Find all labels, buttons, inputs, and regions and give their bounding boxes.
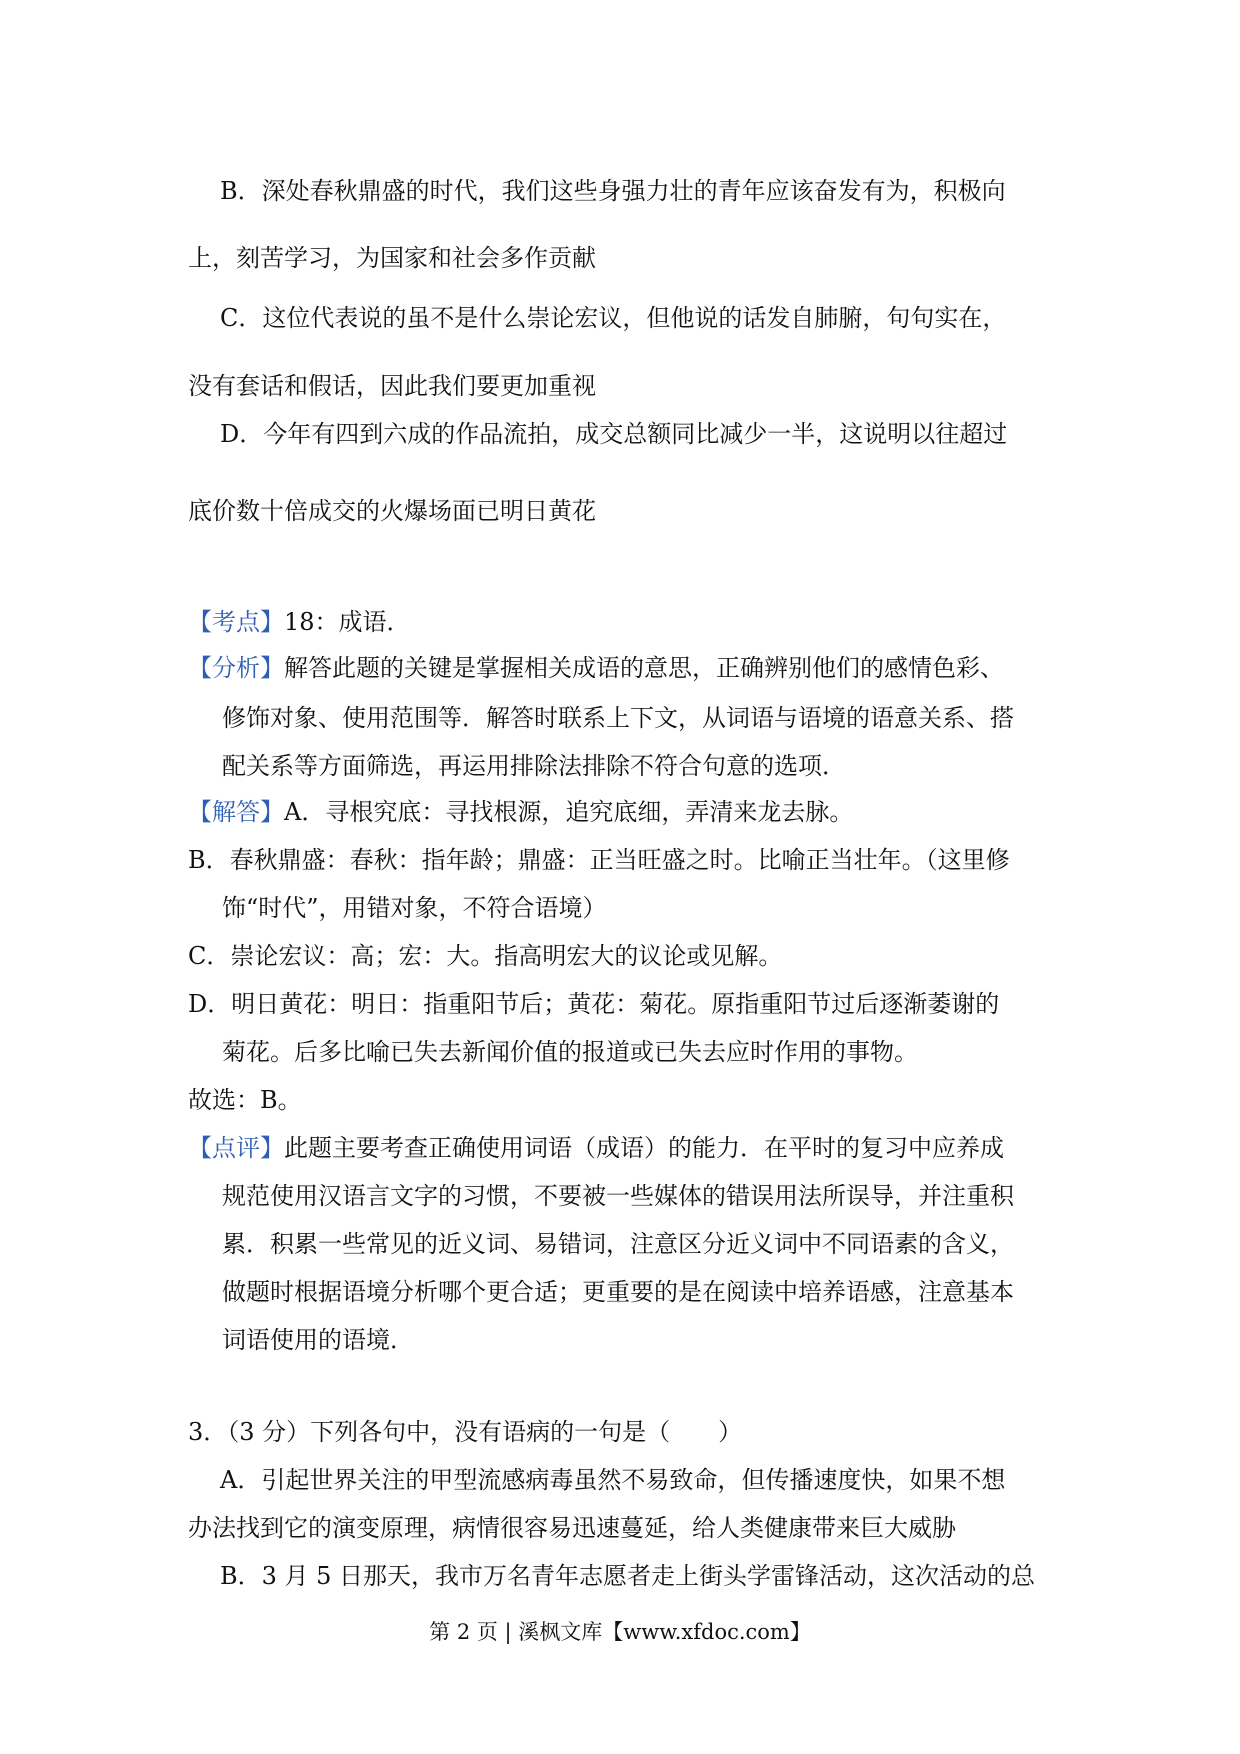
jieda-line-d2: 菊花。后多比喻已失去新闻价值的报道或已失去应时作用的事物。 (222, 1038, 918, 1066)
option-d-line-2: 底价数十倍成交的火爆场面已明日黄花 (188, 497, 596, 525)
question-3-option-b-line-1: B．3 月 5 日那天，我市万名青年志愿者走上街头学雷锋活动，这次活动的总 (220, 1562, 1036, 1590)
jieda-line-d1: D．明日黄花：明日：指重阳节后；黄花：菊花。原指重阳节过后逐渐萎谢的 (188, 990, 1000, 1018)
fenxi-line-1 (188, 652, 1004, 684)
fenxi-line-3: 配关系等方面筛选，再运用排除法排除不符合句意的选项． (222, 752, 846, 780)
dianping-line-2: 规范使用汉语言文字的习惯，不要被一些媒体的错误用法所误导，并注重积 (222, 1182, 1014, 1210)
question-3-stem: 3．（3 分）下列各句中，没有语病的一句是（ ） (188, 1418, 743, 1446)
dianping-line-5: 词语使用的语境． (222, 1326, 414, 1354)
jieda-line-b2: 饰“时代”，用错对象，不符合语境） (222, 894, 607, 922)
jieda-line-a (188, 796, 853, 828)
question-3-option-a-line-1: A．引起世界关注的甲型流感病毒虽然不易致命，但传播速度快，如果不想 (220, 1466, 1006, 1494)
dianping-text-1: 此题主要考查正确使用词语（成语）的能力．在平时的复习中应养成 (284, 1134, 1004, 1162)
jieda-choice: 故选：B。 (188, 1086, 302, 1114)
page-footer: 第 2 页 | 溪枫文库【www.xfdoc.com】 (429, 1620, 811, 1644)
option-c-line-2: 没有套话和假话，因此我们要更加重视 (188, 372, 596, 400)
dianping-label: 【点评】 (188, 1134, 284, 1162)
question-3-option-a-line-2: 办法找到它的演变原理，病情很容易迅速蔓延，给人类健康带来巨大威胁 (188, 1514, 956, 1542)
dianping-line-3: 累．积累一些常见的近义词、易错词，注意区分近义词中不同语素的含义， (222, 1230, 1014, 1258)
jieda-text-a: A．寻根究底：寻找根源，追究底细，弄清来龙去脉。 (284, 798, 854, 826)
option-c-line-1: C．这位代表说的虽不是什么崇论宏议，但他说的话发自肺腑，句句实在， (220, 304, 1007, 332)
option-b-line-2: 上，刻苦学习，为国家和社会多作贡献 (188, 244, 596, 272)
option-b-line-1: B．深处春秋鼎盛的时代，我们这些身强力壮的青年应该奋发有为，积极向 (220, 177, 1006, 205)
kaodian-text: 18：成语． (284, 608, 411, 636)
jieda-line-b1: B．春秋鼎盛：春秋：指年龄；鼎盛：正当旺盛之时。比喻正当壮年。（这里修 (188, 846, 1010, 874)
fenxi-text-1: 解答此题的关键是掌握相关成语的意思，正确辨别他们的感情色彩、 (284, 654, 1004, 682)
option-d-line-1: D．今年有四到六成的作品流拍，成交总额同比减少一半，这说明以往超过 (220, 420, 1008, 448)
jieda-label: 【解答】 (188, 798, 284, 826)
kaodian-line (188, 606, 411, 638)
kaodian-label: 【考点】 (188, 608, 284, 636)
fenxi-line-2: 修饰对象、使用范围等．解答时联系上下文，从词语与语境的语意关系、搭 (222, 704, 1014, 732)
dianping-line-4: 做题时根据语境分析哪个更合适；更重要的是在阅读中培养语感，注意基本 (222, 1278, 1014, 1306)
jieda-line-c: C．崇论宏议：高；宏：大。指高明宏大的议论或见解。 (188, 942, 783, 970)
fenxi-label: 【分析】 (188, 654, 284, 682)
dianping-line-1 (188, 1132, 1004, 1164)
